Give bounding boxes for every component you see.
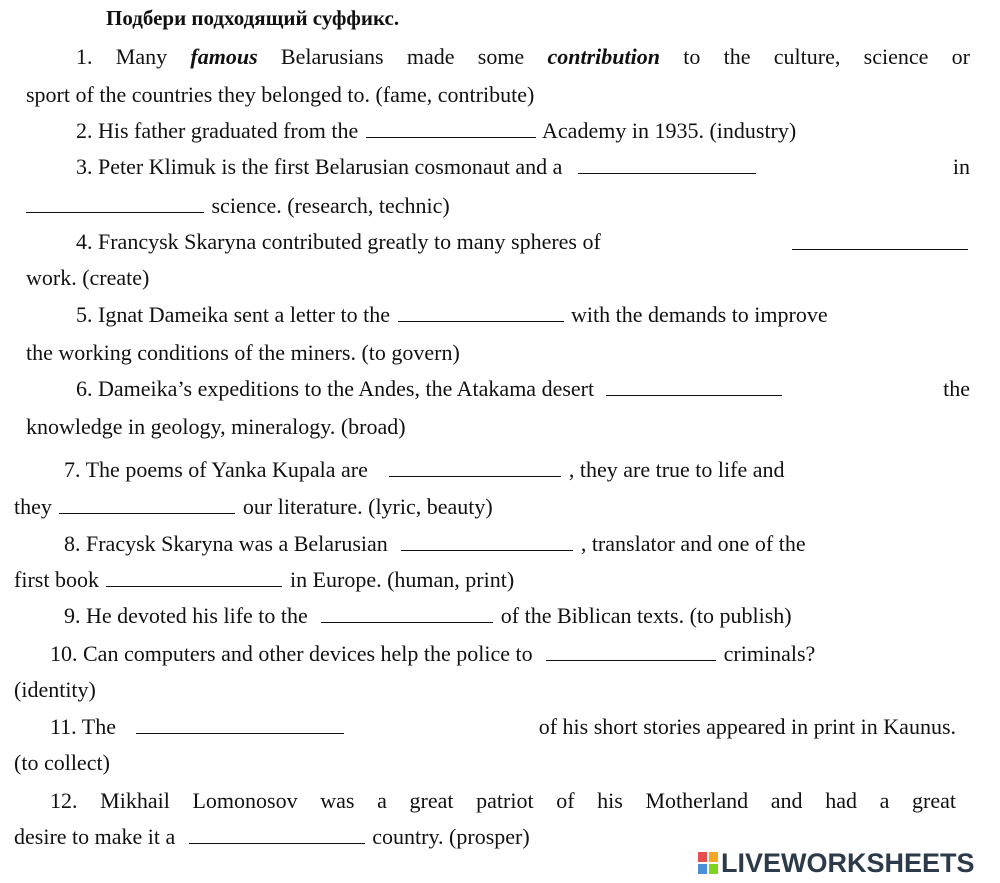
item-text: , translator and one of the — [580, 531, 806, 556]
item-text: to the culture, science or — [659, 44, 970, 69]
item-number: 4. — [76, 229, 93, 254]
item-text: first book — [14, 567, 99, 592]
logo-grid-icon — [698, 852, 718, 874]
item-bold-word: contribution — [547, 44, 660, 69]
item-6-line-2: knowledge in geology, mineralogy. (broad) — [26, 414, 406, 439]
item-text: they — [14, 494, 52, 519]
item-text: Many — [115, 44, 191, 69]
logo-text: LIVEWORKSHEETS — [721, 847, 975, 878]
item-text: Can computers and other devices help the police to — [83, 641, 533, 666]
answer-blank[interactable] — [389, 458, 561, 477]
answer-blank[interactable] — [136, 715, 344, 734]
logo-square — [709, 864, 718, 874]
item-number: 5. — [76, 302, 93, 327]
item-text: The — [81, 714, 116, 739]
item-text: criminals? — [723, 641, 816, 666]
logo-square — [698, 852, 707, 862]
item-8-line-2 — [14, 565, 514, 595]
item-12-line-1 — [50, 786, 956, 816]
item-number: 1. — [76, 44, 93, 69]
item-text: science. (research, technic) — [211, 193, 450, 218]
item-text: in — [952, 154, 970, 179]
item-1-line-2: sport of the countries they belonged to. (fame, contribute) — [26, 82, 535, 107]
item-10-line-1 — [50, 639, 815, 669]
answer-blank[interactable] — [189, 825, 365, 844]
item-text: Dameika’s expeditions to the Andes, the Atakama desert — [98, 376, 595, 401]
item-text: Fracysk Skaryna was a Belarusian — [86, 531, 388, 556]
item-text: desire to make it a — [14, 824, 176, 849]
item-text: His father graduated from the — [98, 118, 359, 143]
item-3-line-1 — [76, 152, 970, 182]
answer-blank[interactable] — [401, 532, 573, 551]
item-10-line-2: (identity) — [14, 677, 96, 702]
item-number: 7. — [64, 457, 81, 482]
item-text: country. (prosper) — [372, 824, 530, 849]
item-text: The poems of Yanka Kupala are — [85, 457, 368, 482]
item-7-line-2 — [14, 492, 493, 522]
item-6-line-1 — [76, 374, 970, 404]
liveworksheets-logo — [698, 848, 975, 878]
item-7-line-1 — [64, 455, 785, 485]
answer-blank[interactable] — [106, 568, 282, 587]
item-text: our literature. (lyric, beauty) — [242, 494, 493, 519]
item-2-line-1 — [76, 116, 796, 146]
item-11-line-2: (to collect) — [14, 750, 110, 775]
item-number: 2. — [76, 118, 93, 143]
item-4-line-1 — [76, 227, 970, 257]
item-text: Peter Klimuk is the first Belarusian cosmonaut and a — [98, 154, 563, 179]
item-text: , they are true to life and — [568, 457, 785, 482]
answer-blank[interactable] — [398, 303, 564, 322]
item-text: He devoted his life to the — [86, 603, 308, 628]
answer-blank[interactable] — [26, 194, 204, 213]
item-4-line-2: work. (create) — [26, 265, 150, 290]
item-number: 11. — [50, 714, 77, 739]
answer-blank[interactable] — [578, 155, 756, 174]
answer-blank[interactable] — [321, 604, 493, 623]
item-text: in Europe. (human, print) — [289, 567, 515, 592]
item-text: Academy in 1935. (industry) — [542, 118, 797, 143]
item-number: 8. — [64, 531, 81, 556]
logo-square — [709, 852, 718, 862]
item-11-line-1 — [50, 712, 956, 742]
item-text: Belarusians made some — [257, 44, 548, 69]
item-bold-word: famous — [190, 44, 258, 69]
item-text: with the demands to improve — [571, 302, 828, 327]
item-9-line-1 — [64, 601, 792, 631]
item-text: Mikhail Lomonosov was a great patriot of his Motherland and had a great — [100, 788, 956, 813]
item-number: 12. — [50, 788, 78, 813]
item-text: of the Biblican texts. (to publish) — [500, 603, 792, 628]
answer-blank[interactable] — [59, 495, 235, 514]
item-number: 6. — [76, 376, 93, 401]
item-text: Ignat Dameika sent a letter to the — [98, 302, 390, 327]
item-5-line-1 — [76, 300, 828, 330]
worksheet-title: Подбери подходящий суффикс. — [106, 6, 400, 30]
answer-blank[interactable] — [366, 119, 536, 138]
item-1-line-1 — [76, 42, 970, 72]
item-text: of his short stories appeared in print in Kaunus. — [538, 714, 956, 739]
item-8-line-1 — [64, 529, 806, 559]
item-number: 9. — [64, 603, 81, 628]
item-3-line-2 — [26, 191, 450, 221]
item-number: 10. — [50, 641, 78, 666]
item-text: Francysk Skaryna contributed greatly to many spheres of — [98, 229, 601, 254]
item-5-line-2: the working conditions of the miners. (to govern) — [26, 340, 460, 365]
logo-square — [698, 864, 707, 874]
item-12-line-2 — [14, 822, 530, 852]
answer-blank[interactable] — [546, 642, 716, 661]
item-number: 3. — [76, 154, 93, 179]
item-text: the — [943, 376, 970, 401]
answer-blank[interactable] — [606, 377, 782, 396]
answer-blank[interactable] — [792, 231, 968, 250]
